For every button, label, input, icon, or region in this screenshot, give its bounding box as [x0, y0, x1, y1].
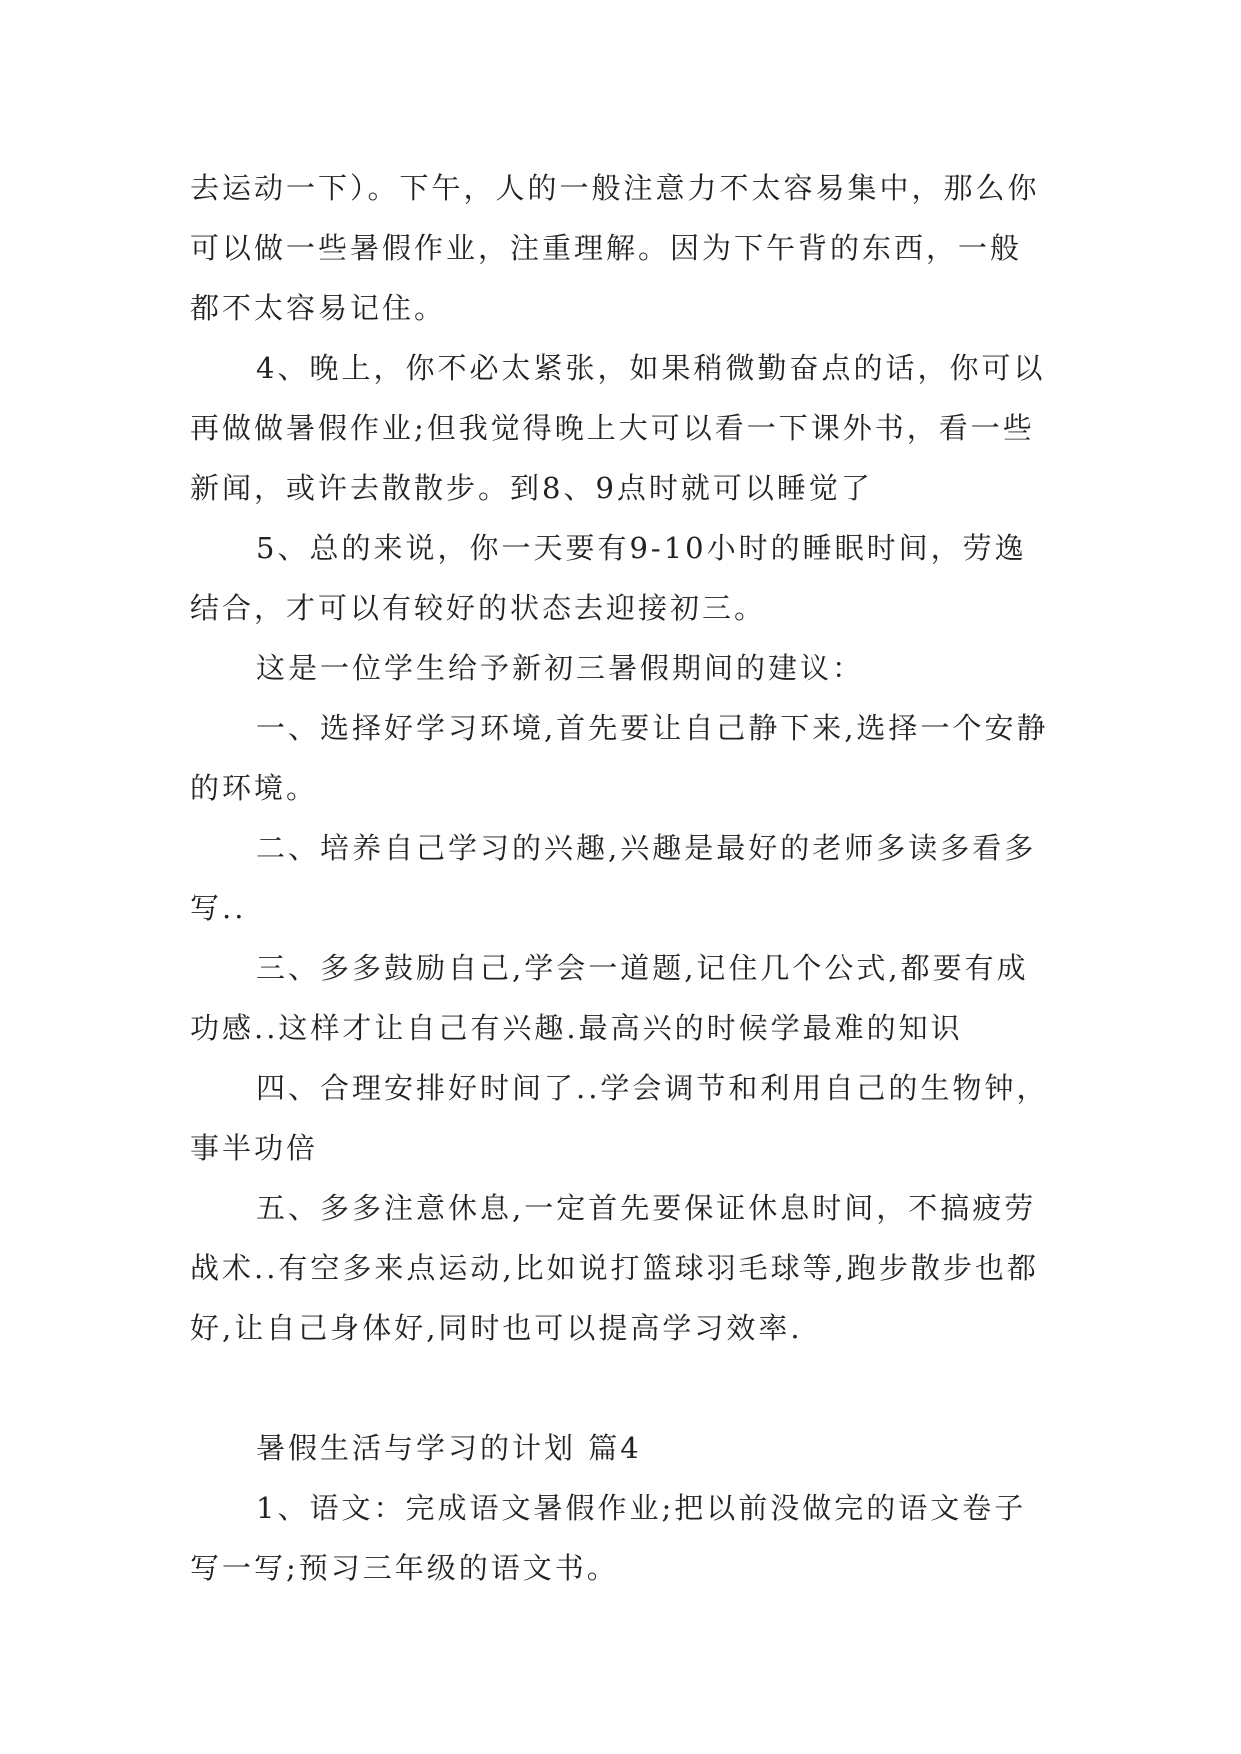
paragraph-item-5: 5、总的来说，你一天要有9-10小时的睡眠时间，劳逸结合，才可以有较好的状态去迎接初三。 [190, 531, 1027, 625]
paragraph-continuation: 去运动一下）。下午，人的一般注意力不太容易集中，那么你可以做一些暑假作业，注重理解。因为下午背的东西，一般都不太容易记住。 [190, 171, 1040, 325]
paragraph-advice-5: 五、多多注意休息,一定首先要保证休息时间，不搞疲劳战术..有空多来点运动,比如说打篮球羽毛球等,跑步散步也都好,让自己身体好,同时也可以提高学习效率. [190, 1191, 1039, 1345]
document-body [190, 158, 1050, 1598]
paragraph-advice-2: 二、培养自己学习的兴趣,兴趣是最好的老师多读多看多写.. [190, 831, 1037, 925]
paragraph-advice-4: 四、合理安排好时间了..学会调节和利用自己的生物钟，事半功倍 [190, 1071, 1049, 1165]
section-heading: 暑假生活与学习的计划 篇4 [256, 1431, 642, 1465]
paragraph-item-4: 4、晚上，你不必太紧张，如果稍微勤奋点的话，你可以再做做暑假作业;但我觉得晚上大可以看一下课外书，看一些新闻，或许去散散步。到8、9点时就可以睡觉了 [190, 351, 1046, 505]
paragraph-advice-1: 一、选择好学习环境,首先要让自己静下来,选择一个安静的环境。 [190, 711, 1049, 805]
paragraph-chinese-plan: 1、语文：完成语文暑假作业;把以前没做完的语文卷子写一写;预习三年级的语文书。 [190, 1491, 1027, 1585]
paragraph-advice-3: 三、多多鼓励自己,学会一道题,记住几个公式,都要有成功感..这样才让自己有兴趣.最高兴的时候学最难的知识 [190, 951, 1029, 1045]
paragraph-advice-intro: 这是一位学生给予新初三暑假期间的建议： [256, 651, 865, 685]
